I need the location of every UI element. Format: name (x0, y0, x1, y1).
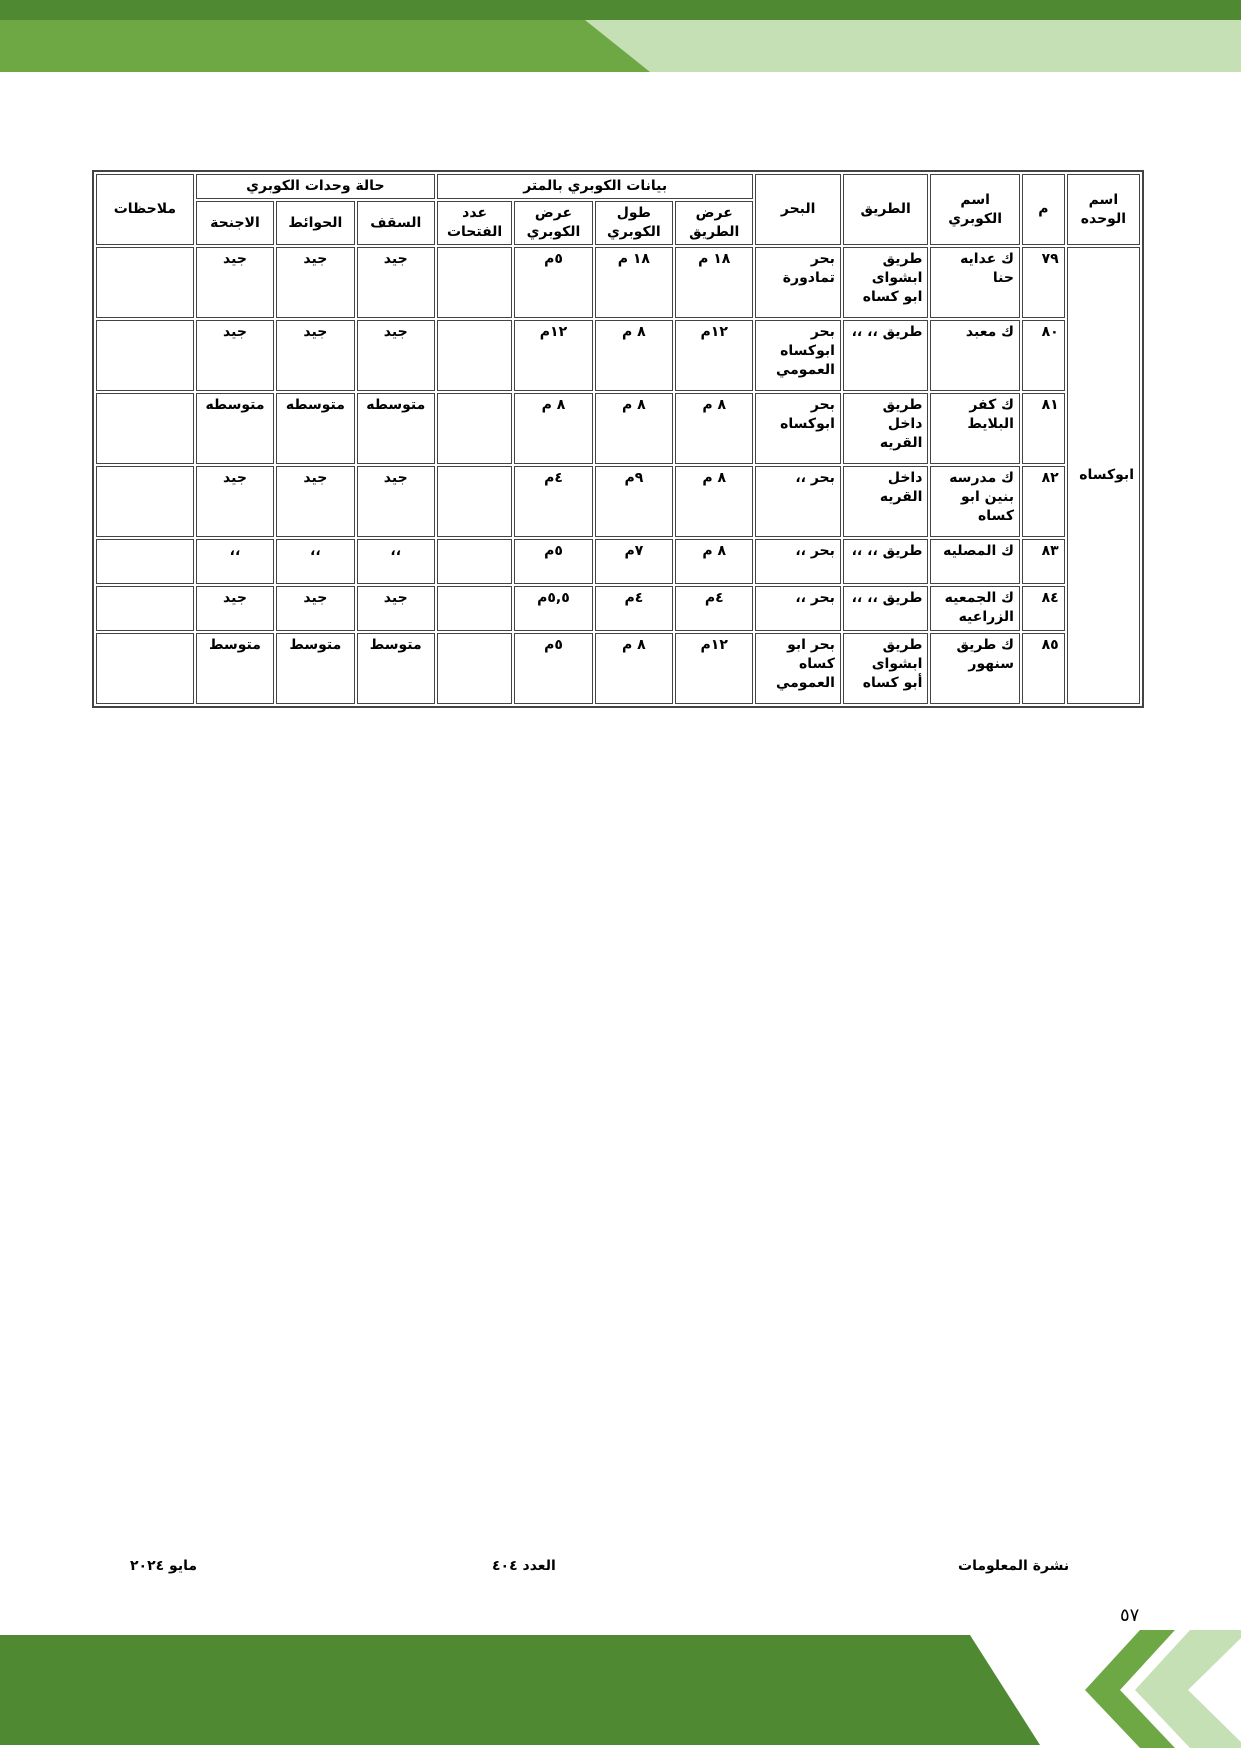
row-number: ٨٥ (1022, 633, 1065, 704)
road-width: ٨ م (675, 393, 753, 464)
walls-condition: متوسطه (276, 393, 354, 464)
bridges-table (92, 170, 1144, 708)
header-road-width: عرض الطريق (675, 201, 753, 245)
notes (96, 393, 194, 464)
road: طريق ،، ،، (843, 586, 929, 631)
roof-condition: متوسطه (357, 393, 435, 464)
openings (437, 320, 512, 391)
wings-condition: ،، (196, 539, 274, 584)
notes (96, 586, 194, 631)
roof-condition: جيد (357, 320, 435, 391)
notes (96, 633, 194, 704)
bridge-name: ك الجمعيه الزراعيه (930, 586, 1020, 631)
bridge-width: ٥م (514, 633, 592, 704)
road-width: ١٨ م (675, 247, 753, 318)
openings (437, 633, 512, 704)
table-row (96, 586, 1140, 631)
row-number: ٨١ (1022, 393, 1065, 464)
bridge-name: ك عدايه حنا (930, 247, 1020, 318)
notes (96, 466, 194, 537)
walls-condition: جيد (276, 247, 354, 318)
header-bridge-data-group: بيانات الكوبري بالمتر (437, 174, 753, 199)
wings-condition: جيد (196, 247, 274, 318)
canal: بحر ،، (755, 466, 841, 537)
wings-condition: جيد (196, 320, 274, 391)
openings (437, 539, 512, 584)
wings-condition: متوسط (196, 633, 274, 704)
header-roof: السقف (357, 201, 435, 245)
wings-condition: جيد (196, 466, 274, 537)
roof-condition: جيد (357, 247, 435, 318)
canal: بحر ،، (755, 539, 841, 584)
header-walls: الحوائط (276, 201, 354, 245)
bridge-length: ٨ م (595, 393, 673, 464)
walls-condition: جيد (276, 586, 354, 631)
road-width: ١٢م (675, 633, 753, 704)
bottom-decorative-band (0, 1630, 1241, 1755)
table-row (96, 393, 1140, 464)
bridge-length: ١٨ م (595, 247, 673, 318)
table-row (96, 247, 1140, 318)
road: طريق ،، ،، (843, 539, 929, 584)
roof-condition: متوسط (357, 633, 435, 704)
table-row (96, 633, 1140, 704)
row-number: ٨٤ (1022, 586, 1065, 631)
table-row (96, 320, 1140, 391)
road: طريق ابشواى أبو كساه (843, 633, 929, 704)
road: طريق ،، ،، (843, 320, 929, 391)
header-road: الطريق (843, 174, 929, 245)
wings-condition: متوسطه (196, 393, 274, 464)
footer-issue: العدد ٤٠٤ (492, 1558, 556, 1574)
header-condition-group: حالة وحدات الكوبري (196, 174, 435, 199)
table-row (96, 539, 1140, 584)
road-width: ٨ م (675, 466, 753, 537)
row-number: ٧٩ (1022, 247, 1065, 318)
bridge-width: ٥,٥م (514, 586, 592, 631)
walls-condition: جيد (276, 466, 354, 537)
roof-condition: ،، (357, 539, 435, 584)
table-row (96, 466, 1140, 537)
walls-condition: متوسط (276, 633, 354, 704)
bridge-width: ٥م (514, 247, 592, 318)
footer-date: مايو ٢٠٢٤ (130, 1558, 198, 1574)
bridge-length: ٩م (595, 466, 673, 537)
bridge-name: ك معبد (930, 320, 1020, 391)
bridge-length: ٤م (595, 586, 673, 631)
canal: بحر ،، (755, 586, 841, 631)
road: طريق ابشواى ابو كساه (843, 247, 929, 318)
bridge-length: ٨ م (595, 320, 673, 391)
bridge-name: ك كفر البلايط (930, 393, 1020, 464)
canal: بحر ابوكساه (755, 393, 841, 464)
header-openings: عدد الفتحات (437, 201, 512, 245)
bridge-width: ٨ م (514, 393, 592, 464)
row-number: ٨٣ (1022, 539, 1065, 584)
road-width: ٤م (675, 586, 753, 631)
roof-condition: جيد (357, 586, 435, 631)
wings-condition: جيد (196, 586, 274, 631)
openings (437, 393, 512, 464)
canal: بحر ابو كساه العمومي (755, 633, 841, 704)
road-width: ٨ م (675, 539, 753, 584)
walls-condition: ،، (276, 539, 354, 584)
header-canal: البحر (755, 174, 841, 245)
notes (96, 320, 194, 391)
road: داخل القريه (843, 466, 929, 537)
footer-publication: نشرة المعلومات (958, 1558, 1070, 1574)
header-bridge-length: طول الكوبري (595, 201, 673, 245)
header-number: م (1022, 174, 1065, 245)
row-number: ٨٢ (1022, 466, 1065, 537)
row-number: ٨٠ (1022, 320, 1065, 391)
openings (437, 586, 512, 631)
header-bridge-width: عرض الكوبري (514, 201, 592, 245)
bridge-name: ك المصليه (930, 539, 1020, 584)
roof-condition: جيد (357, 466, 435, 537)
top-decorative-band (0, 0, 1241, 72)
bridge-width: ٥م (514, 539, 592, 584)
header-unit-name: اسم الوحده (1067, 174, 1140, 245)
road-width: ١٢م (675, 320, 753, 391)
bridge-name: ك طريق سنهور (930, 633, 1020, 704)
openings (437, 466, 512, 537)
bridge-length: ٧م (595, 539, 673, 584)
bridge-length: ٨ م (595, 633, 673, 704)
header-notes: ملاحظات (96, 174, 194, 245)
unit-name-cell: ابوكساه (1067, 247, 1140, 704)
notes (96, 247, 194, 318)
road: طريق داخل القريه (843, 393, 929, 464)
bridge-name: ك مدرسه بنين ابو كساه (930, 466, 1020, 537)
bridge-width: ٤م (514, 466, 592, 537)
bridges-table-container (92, 170, 1144, 708)
page-number: ٥٧ (1120, 1605, 1140, 1626)
openings (437, 247, 512, 318)
canal: بحر ابوكساه العمومي (755, 320, 841, 391)
header-bridge-name: اسم الكوبري (930, 174, 1020, 245)
walls-condition: جيد (276, 320, 354, 391)
canal: بحر تمادورة (755, 247, 841, 318)
notes (96, 539, 194, 584)
bridge-width: ١٢م (514, 320, 592, 391)
header-wings: الاجنحة (196, 201, 274, 245)
